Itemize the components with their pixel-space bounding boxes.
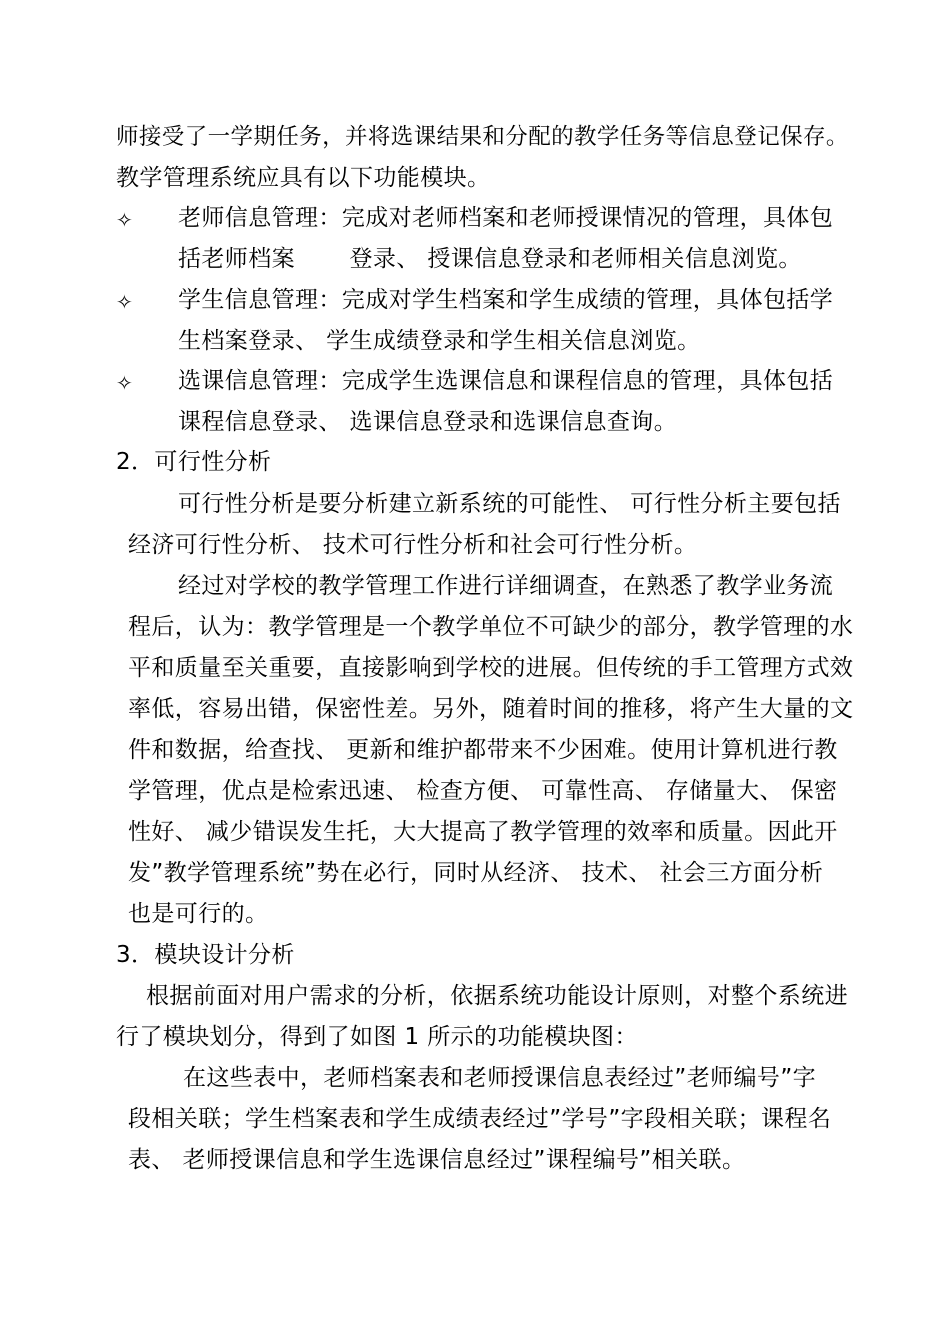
paragraph-line: 发”教学管理系统”势在必行，同时从经济、 技术、 社会三方面分析 — [128, 860, 824, 886]
section-3-heading: 3．模块设计分析 — [116, 942, 295, 968]
paragraph-line: 经过对学校的教学管理工作进行详细调查，在熟悉了教学业务流 — [178, 573, 834, 599]
bullet-1-line-1: 老师信息管理：完成对老师档案和老师授课情况的管理，具体包 — [178, 205, 834, 231]
paragraph-line: 段相关联；学生档案表和学生成绩表经过”学号”字段相关联；课程名 — [128, 1106, 832, 1132]
paragraph-line: 平和质量至关重要，直接影响到学校的进展。但传统的手工管理方式效 — [128, 655, 854, 681]
bullet-2-line-1: 学生信息管理：完成对学生档案和学生成绩的管理，具体包括学 — [178, 287, 834, 313]
paragraph-line: 行了模块划分，得到了如图 1 所示的功能模块图： — [116, 1024, 638, 1050]
intro-line-1: 师接受了一学期任务，并将选课结果和分配的教学任务等信息登记保存。 — [116, 124, 849, 150]
bullet-3-line-2: 课程信息登录、 选课信息登录和选课信息查询。 — [178, 409, 678, 435]
bullet-2-line-2: 生档案登录、 学生成绩登录和学生相关信息浏览。 — [178, 328, 701, 354]
paragraph-line: 根据前面对用户需求的分析，依据系统功能设计原则，对整个系统进 — [146, 983, 848, 1009]
bullet-diamond-icon: ✧ — [116, 290, 133, 314]
paragraph-line: 也是可行的。 — [128, 901, 269, 927]
bullet-1-line-2: 括老师档案 登录、 授课信息登录和老师相关信息浏览。 — [178, 246, 802, 272]
paragraph-line: 性好、 减少错误发生托，大大提高了教学管理的效率和质量。因此开 — [128, 819, 838, 845]
paragraph-line: 经济可行性分析、 技术可行性分析和社会可行性分析。 — [128, 532, 698, 558]
paragraph-line: 件和数据，给查找、 更新和维护都带来不少困难。使用计算机进行教 — [128, 737, 838, 763]
paragraph-line: 率低，容易出错，保密性差。另外，随着时间的推移，将产生大量的文 — [128, 696, 854, 722]
paragraph-line: 表、 老师授课信息和学生选课信息经过”课程编号”相关联。 — [128, 1147, 746, 1173]
paragraph-line: 可行性分析是要分析建立新系统的可能性、 可行性分析主要包括 — [178, 491, 841, 517]
bullet-diamond-icon: ✧ — [116, 371, 133, 395]
paragraph-line: 学管理，优点是检索迅速、 检查方便、 可靠性高、 存储量大、 保密 — [128, 778, 838, 804]
paragraph-line: 在这些表中，老师档案表和老师授课信息表经过”老师编号”字 — [183, 1065, 817, 1091]
intro-line-2: 教学管理系统应具有以下功能模块。 — [116, 165, 491, 191]
paragraph-line: 程后，认为：教学管理是一个教学单位不可缺少的部分，教学管理的水 — [128, 614, 854, 640]
bullet-diamond-icon: ✧ — [116, 208, 133, 232]
section-2-heading: 2．可行性分析 — [116, 449, 272, 475]
bullet-3-line-1: 选课信息管理：完成学生选课信息和课程信息的管理，具体包括 — [178, 368, 834, 394]
